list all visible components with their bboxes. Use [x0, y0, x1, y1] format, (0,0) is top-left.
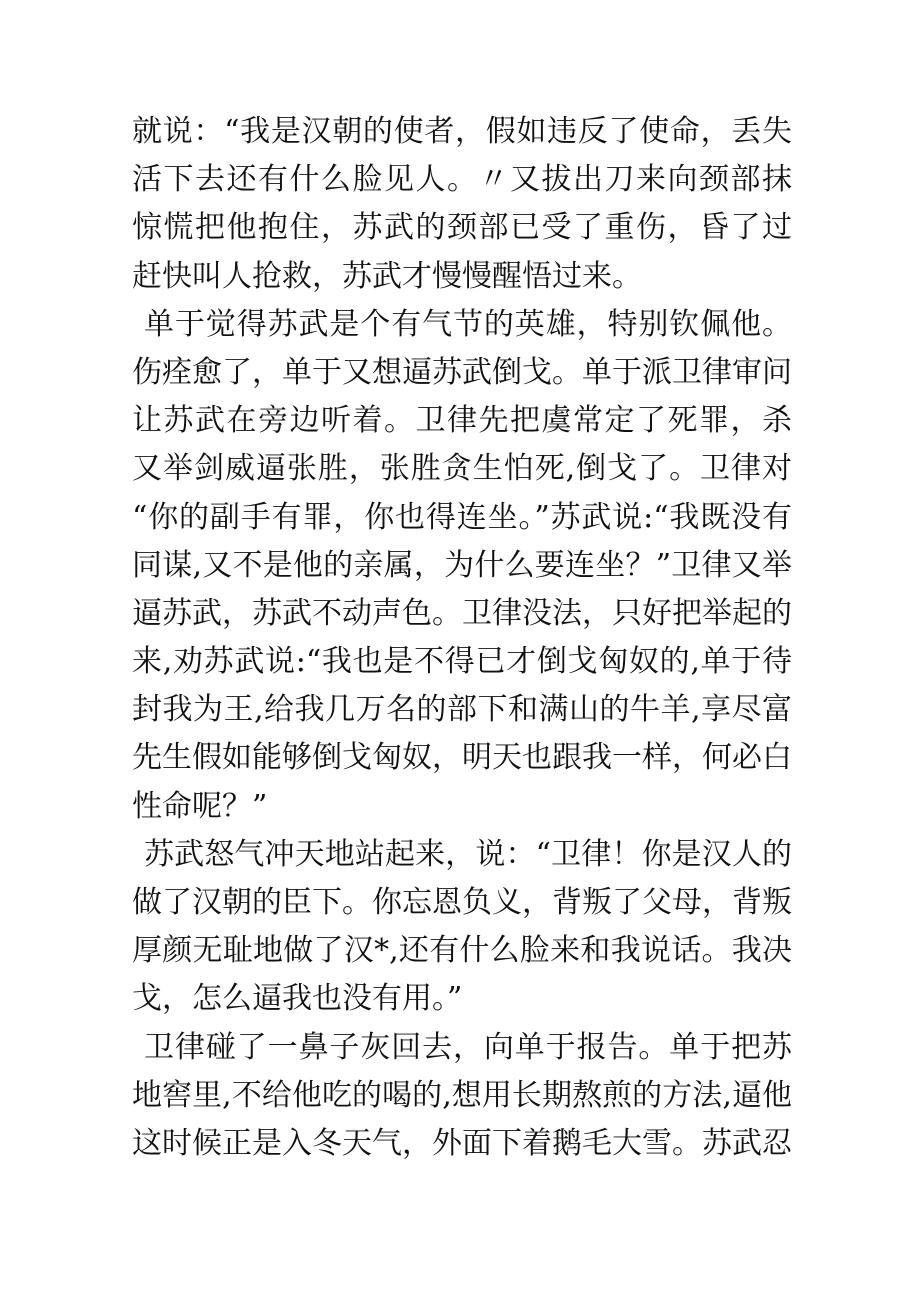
text-line: 活下去还有什么脸见人。〃又拔出刀来向颈部抹: [132, 162, 792, 198]
text-line: 又举剑威逼张胜，张胜贪生怕死,倒戈了。卫律对: [132, 451, 792, 487]
text-line: 来,劝苏武说:“我也是不得已才倒戈匈奴的,单于待: [132, 644, 792, 680]
body-text: [132, 108, 792, 1168]
text-line: 这时候正是入冬天气，外面下着鹅毛大雪。苏武忍: [132, 1125, 792, 1161]
text-line: 赶快叫人抢救，苏武才慢慢醒悟过来。: [132, 258, 642, 294]
text-line: 伤痊愈了，单于又想逼苏武倒戈。单于派卫律审问: [132, 354, 792, 390]
text-line: 戈，怎么逼我也没有用。”: [132, 981, 463, 1017]
text-line: 性命呢？”: [132, 788, 268, 824]
text-line: 让苏武在旁边听着。卫律先把虞常定了死罪，杀: [132, 403, 792, 439]
text-line: 封我为王,给我几万名的部下和满山的牛羊,享尽富: [132, 692, 792, 728]
text-line: 同谋,又不是他的亲属，为什么要连坐？”卫律又举: [132, 547, 792, 583]
text-line: “你的副手有罪，你也得连坐。”苏武说:“我既没有: [132, 499, 792, 535]
text-line: 做了汉朝的臣下。你忘恩负义，背叛了父母，背叛: [132, 885, 792, 920]
text-line: 厚颜无耻地做了汉*,还有什么脸来和我说话。我决: [132, 933, 792, 969]
text-line: 地窖里,不给他吃的喝的,想用长期熬煎的方法,逼他: [132, 1077, 792, 1113]
text-line: 先生假如能够倒戈匈奴，明天也跟我一样，何必白: [132, 740, 792, 776]
text-line: 卫律碰了一鼻子灰回去，向单于报告。单于把苏: [144, 1029, 792, 1065]
text-line: 苏武怒气冲天地站起来，说：“卫律！你是汉人的: [144, 836, 792, 872]
text-line: 就说：“我是汉朝的使者，假如违反了使命，丢失: [132, 114, 792, 149]
text-line: 惊慌把他抱住，苏武的颈部已受了重伤，昏了过: [132, 210, 792, 246]
text-line: 单于觉得苏武是个有气节的英雄，特别钦佩他。: [144, 306, 792, 342]
text-line: 逼苏武，苏武不动声色。卫律没法，只好把举起的: [132, 595, 792, 631]
